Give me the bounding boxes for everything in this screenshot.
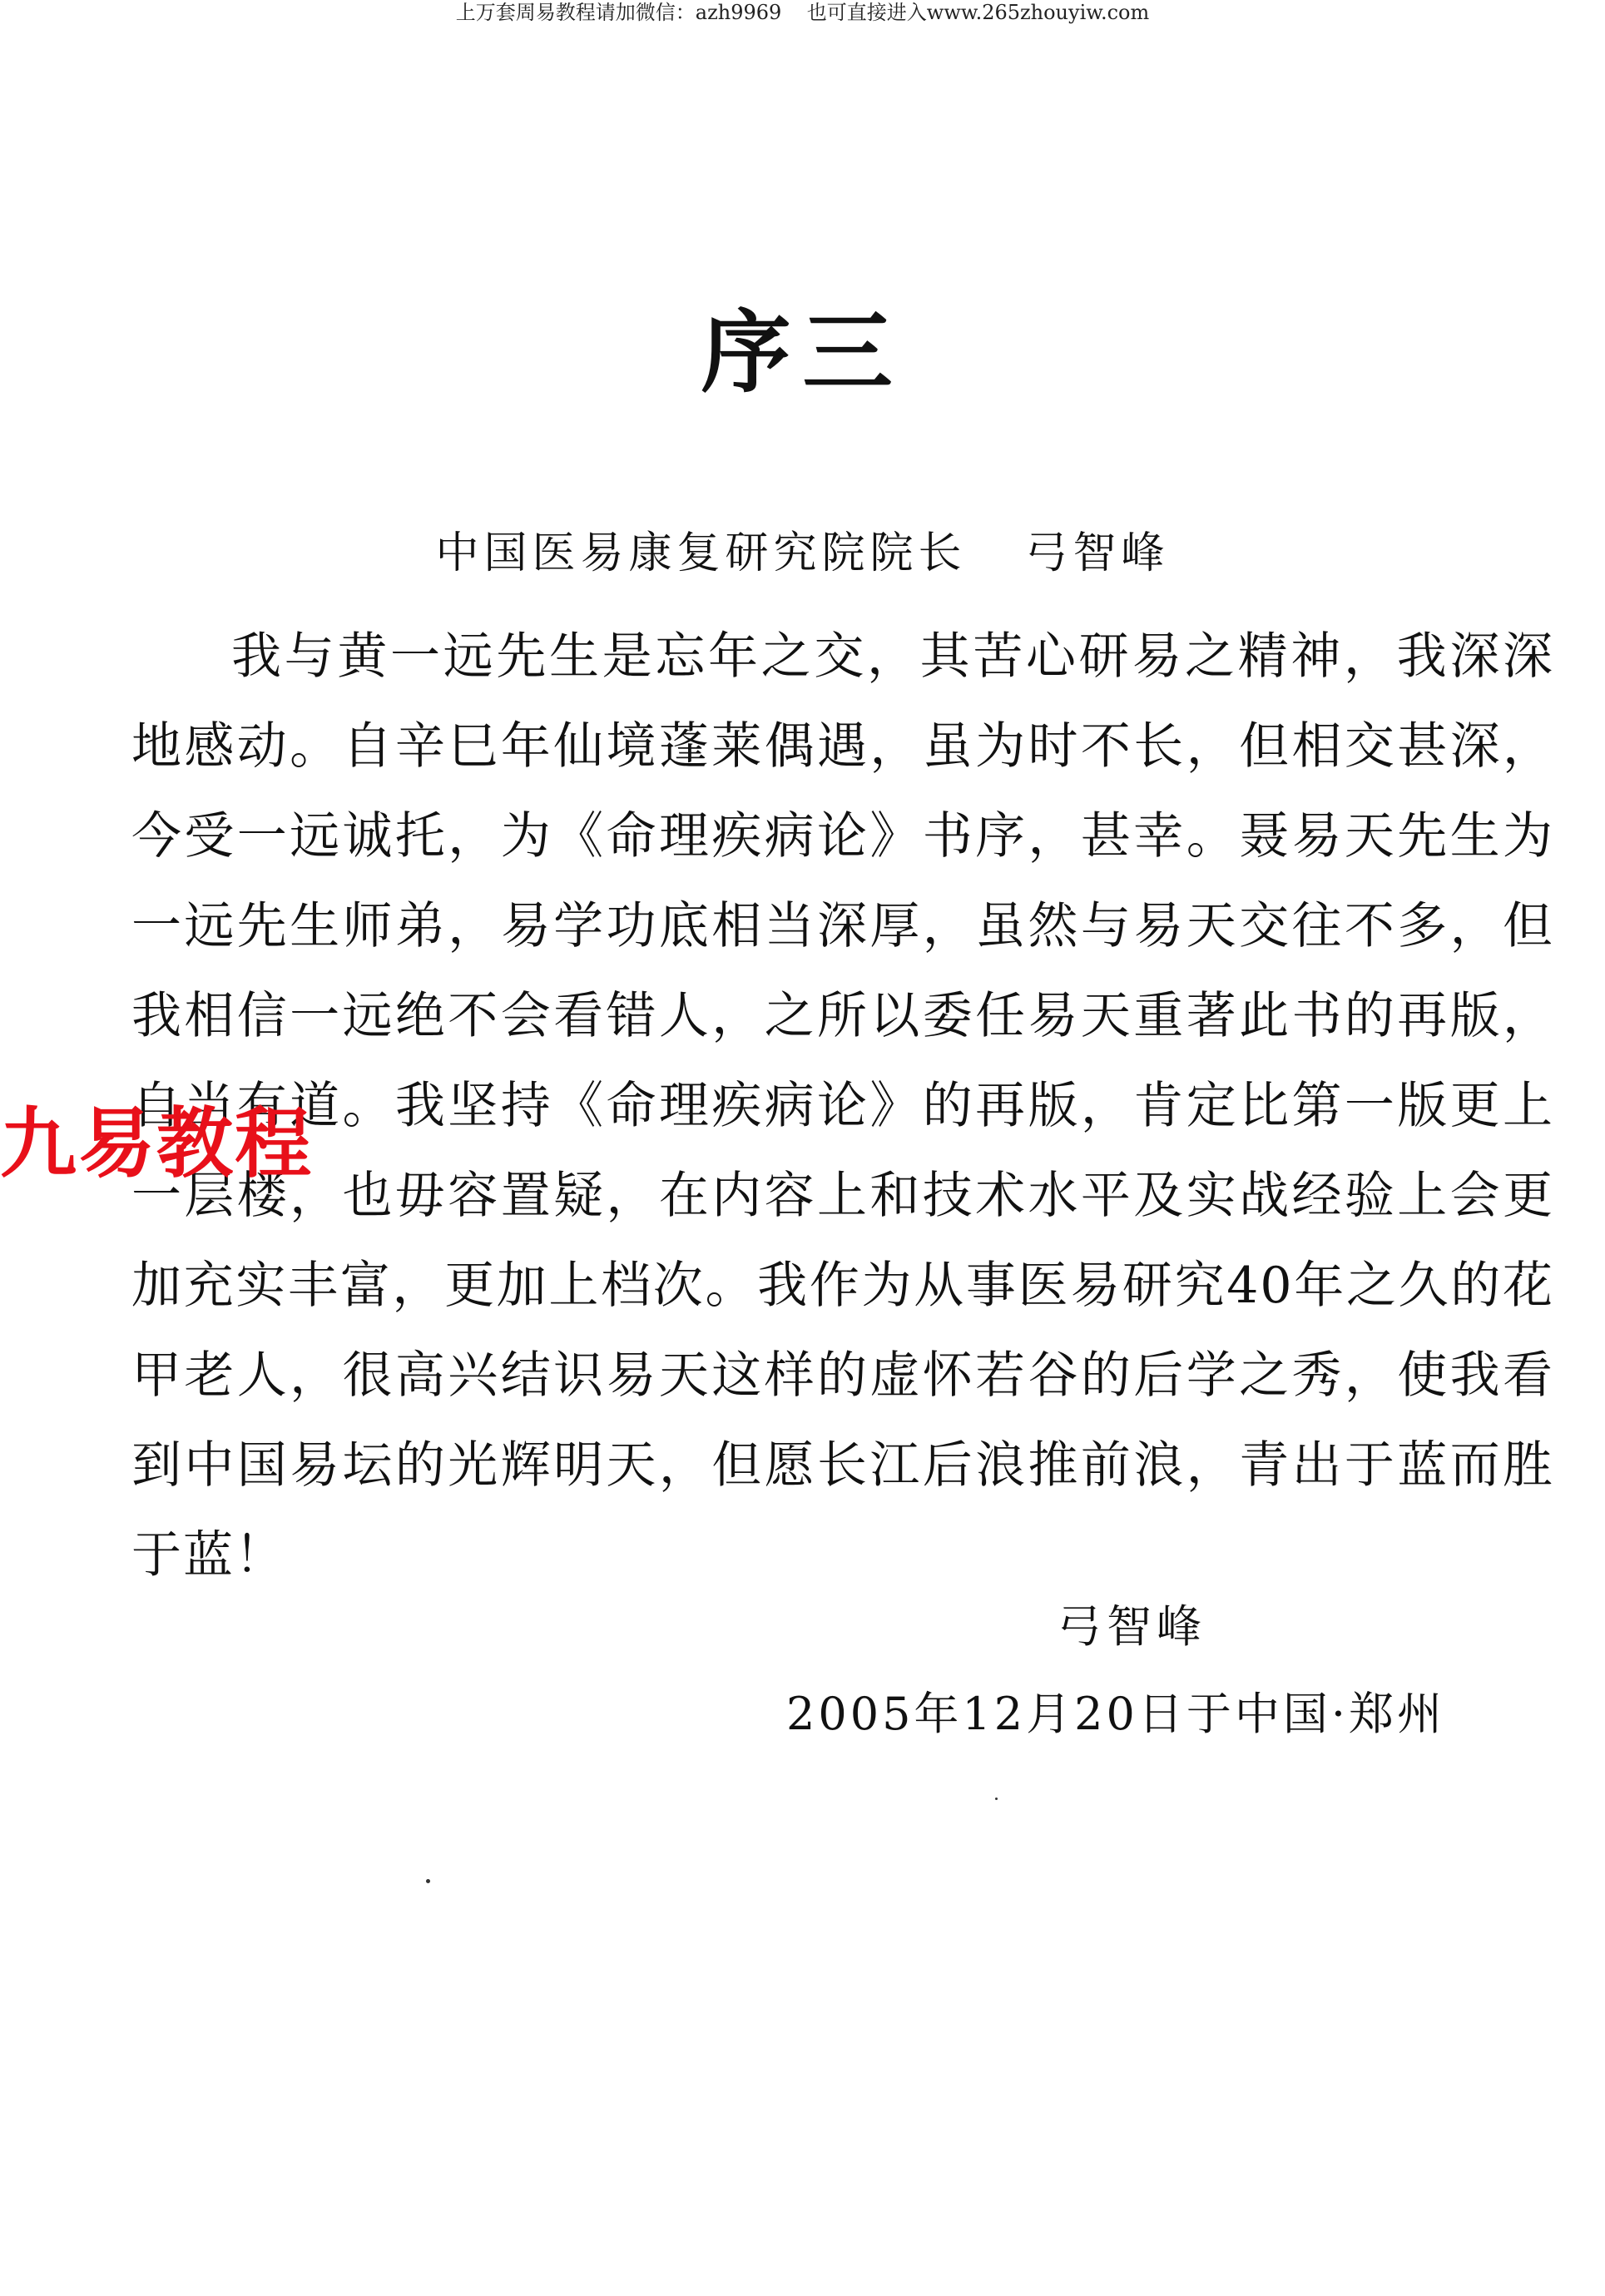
author-organization: 中国医易康复研究院院长 [435,528,967,578]
page-title: 序三 [701,301,904,405]
author-line [0,520,1605,587]
top-banner: 上万套周易教程请加微信：azh9969 也可直接进入www.265zhouyiw.com [455,1,1150,24]
scan-speck [995,1798,998,1800]
signature: 弓智峰 [1057,1600,1206,1653]
scan-speck [426,1879,430,1883]
watermark-logo: 九易教程 [0,1099,314,1188]
date-place: 2005年12月20日于中国·郑州 [786,1688,1446,1740]
author-name: 弓智峰 [1024,528,1170,578]
preface-body: 我与黄一远先生是忘年之交，其苦心研易之精神，我深深地感动。自辛巳年仙境蓬莱偶遇，虽为时不长，但相交甚深，今受一远诚托，为《命理疾病论》书序，甚幸。聂易天先生为一远先生师弟，易学功底相当深厚，虽然与易天交往不多，但我相信一远绝不会看错人，之所以委任易天重著此书的再版，自当有道。我坚持《命理疾病论》的再版，肯定比第一版更上一层楼，也毋容置疑，在内容上和技术水平及实战经验上会更加充实丰富，更加上档次。我作为从事医易研究40年之久的花甲老人，很高兴结识易天这样的虚怀若谷的后学之秀，使我看到中国易坛的光辉明天，但愿长江后浪推前浪，青出于蓝而胜于蓝！ [131,627,1554,1584]
